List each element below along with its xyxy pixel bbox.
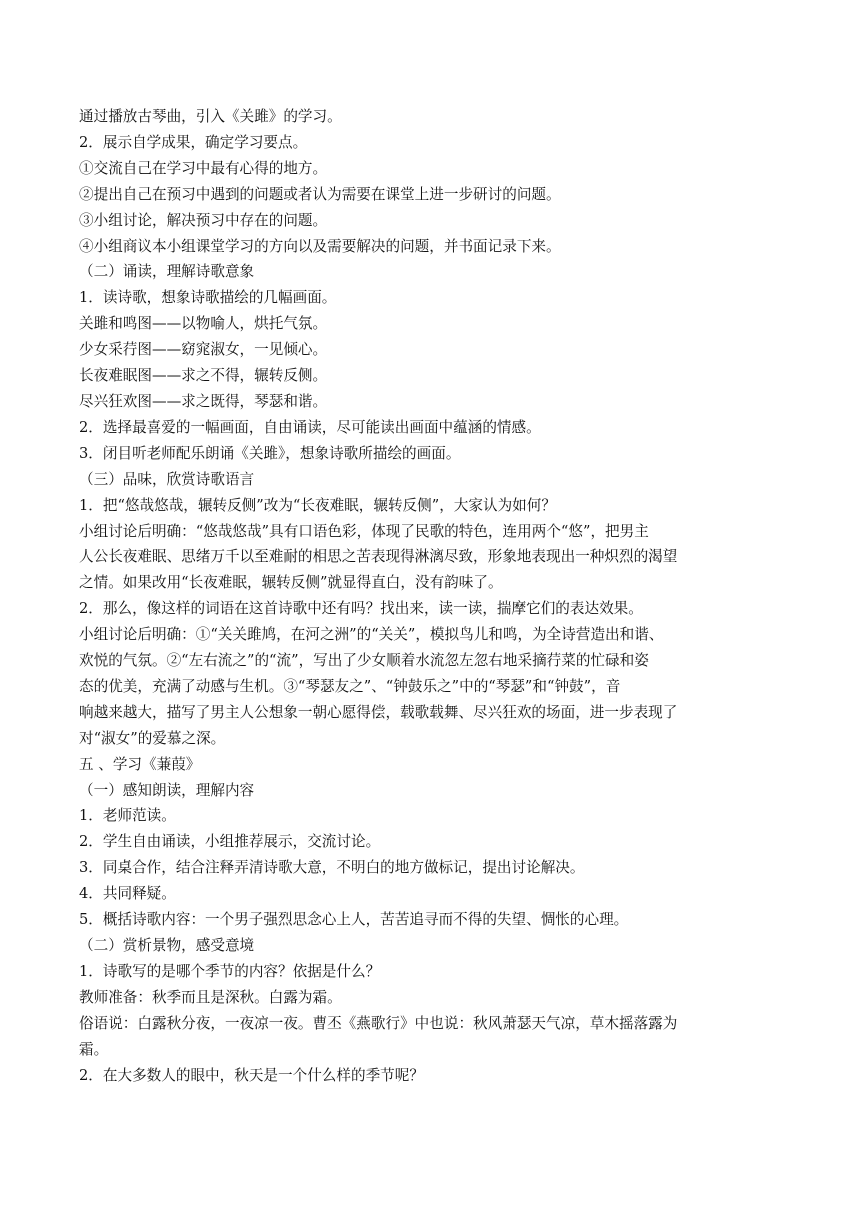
text-line: 1．老师范读。	[79, 807, 176, 825]
text-line: 态的优美，充满了动感与生机。③“琴瑟友之”、“钟鼓乐之”中的“琴瑟”和“钟鼓”，音	[79, 677, 621, 695]
text-line: 小组讨论后明确：①“关关雎鸠，在河之洲”的“关关”，模拟鸟儿和鸣，为全诗营造出和谐、	[79, 626, 664, 644]
text-line: ④小组商议本小组课堂学习的方向以及需要解决的问题，并书面记录下来。	[79, 237, 561, 255]
text-line: 之情。如果改用“长夜难眠，辗转反侧”就显得直白，没有韵味了。	[79, 574, 503, 592]
document-page	[79, 104, 783, 1088]
section-heading: （三）品味，欣赏诗歌语言	[79, 470, 255, 488]
section-heading: （二）诵读，理解诗歌意象	[79, 263, 255, 281]
text-line: 小组讨论后明确：“悠哉悠哉”具有口语色彩，体现了民歌的特色，连用两个“悠”，把男主	[79, 522, 649, 540]
section-heading: （二）赏析景物，感受意境	[79, 937, 255, 954]
text-line: ①交流自己在学习中最有心得的地方。	[79, 159, 328, 177]
text-line: 1．诗歌写的是哪个季节的内容？依据是什么？	[79, 962, 381, 980]
text-line: ③小组讨论，解决预习中存在的问题。	[79, 211, 328, 229]
text-line: 关雎和鸣图——以物喻人，烘托气氛。	[79, 315, 328, 333]
text-line: 对“淑女”的爱慕之深。	[79, 729, 226, 747]
text-line: 2．那么，像这样的词语在这首诗歌中还有吗？找出来，读一读，揣摩它们的表达效果。	[79, 600, 643, 618]
text-line: 2．选择最喜爱的一幅画面，自由诵读，尽可能读出画面中蕴涵的情感。	[79, 418, 541, 436]
text-line: 教师准备：秋季而且是深秋。白露为霜。	[79, 988, 342, 1006]
text-line: 霜。	[79, 1040, 109, 1058]
text-line: 俗语说：白露秋分夜，一夜凉一夜。曹丕《燕歌行》中也说：秋风萧瑟天气凉，草木摇落露为	[79, 1014, 678, 1032]
text-line: 长夜难眠图——求之不得，辗转反侧。	[79, 367, 328, 385]
text-line: 少女采荇图——窈窕淑女，一见倾心。	[79, 341, 328, 359]
text-line: 2．展示自学成果，确定学习要点。	[79, 133, 308, 151]
text-line: 3．闭目听老师配乐朗诵《关雎》，想象诗歌所描绘的画面。	[79, 444, 461, 462]
text-line: 5．概括诗歌内容：一个男子强烈思念心上人，苦苦追寻而不得的失望、惆怅的心理。	[79, 911, 629, 929]
text-line: 1．把“悠哉悠哉，辗转反侧”改为“长夜难眠，辗转反侧”，大家认为如何？	[79, 496, 556, 514]
text-line: 欢悦的气氛。②“左右流之”的“流”，写出了少女顺着水流忽左忽右地采摘荇菜的忙碌和姿	[79, 652, 649, 670]
text-line: 人公长夜难眠、思绪万千以至难耐的相思之苦表现得淋漓尽致，形象地表现出一种炽烈的渴望	[79, 548, 678, 566]
text-line: 4．共同释疑。	[79, 885, 176, 903]
text-line: 尽兴狂欢图——求之既得，琴瑟和谐。	[79, 392, 328, 410]
text-line: 1．读诗歌，想象诗歌描绘的几幅画面。	[79, 289, 337, 307]
chapter-heading: 五 、学习《蒹葭》	[79, 755, 201, 773]
text-line: 2．在大多数人的眼中，秋天是一个什么样的季节呢？	[79, 1066, 424, 1084]
text-line: ②提出自己在预习中遇到的问题或者认为需要在课堂上进一步研讨的问题。	[79, 185, 561, 203]
text-line: 通过播放古琴曲，引入《关雎》的学习。	[79, 108, 342, 125]
section-heading: （一）感知朗读，理解内容	[79, 781, 255, 799]
text-line: 响越来越大，描写了男主人公想象一朝心愿得偿，载歌载舞、尽兴狂欢的场面，进一步表现了	[79, 703, 678, 721]
text-line: 2．学生自由诵读，小组推荐展示，交流讨论。	[79, 833, 381, 851]
text-line: 3．同桌合作，结合注释弄清诗歌大意，不明白的地方做标记，提出讨论解决。	[79, 859, 585, 877]
